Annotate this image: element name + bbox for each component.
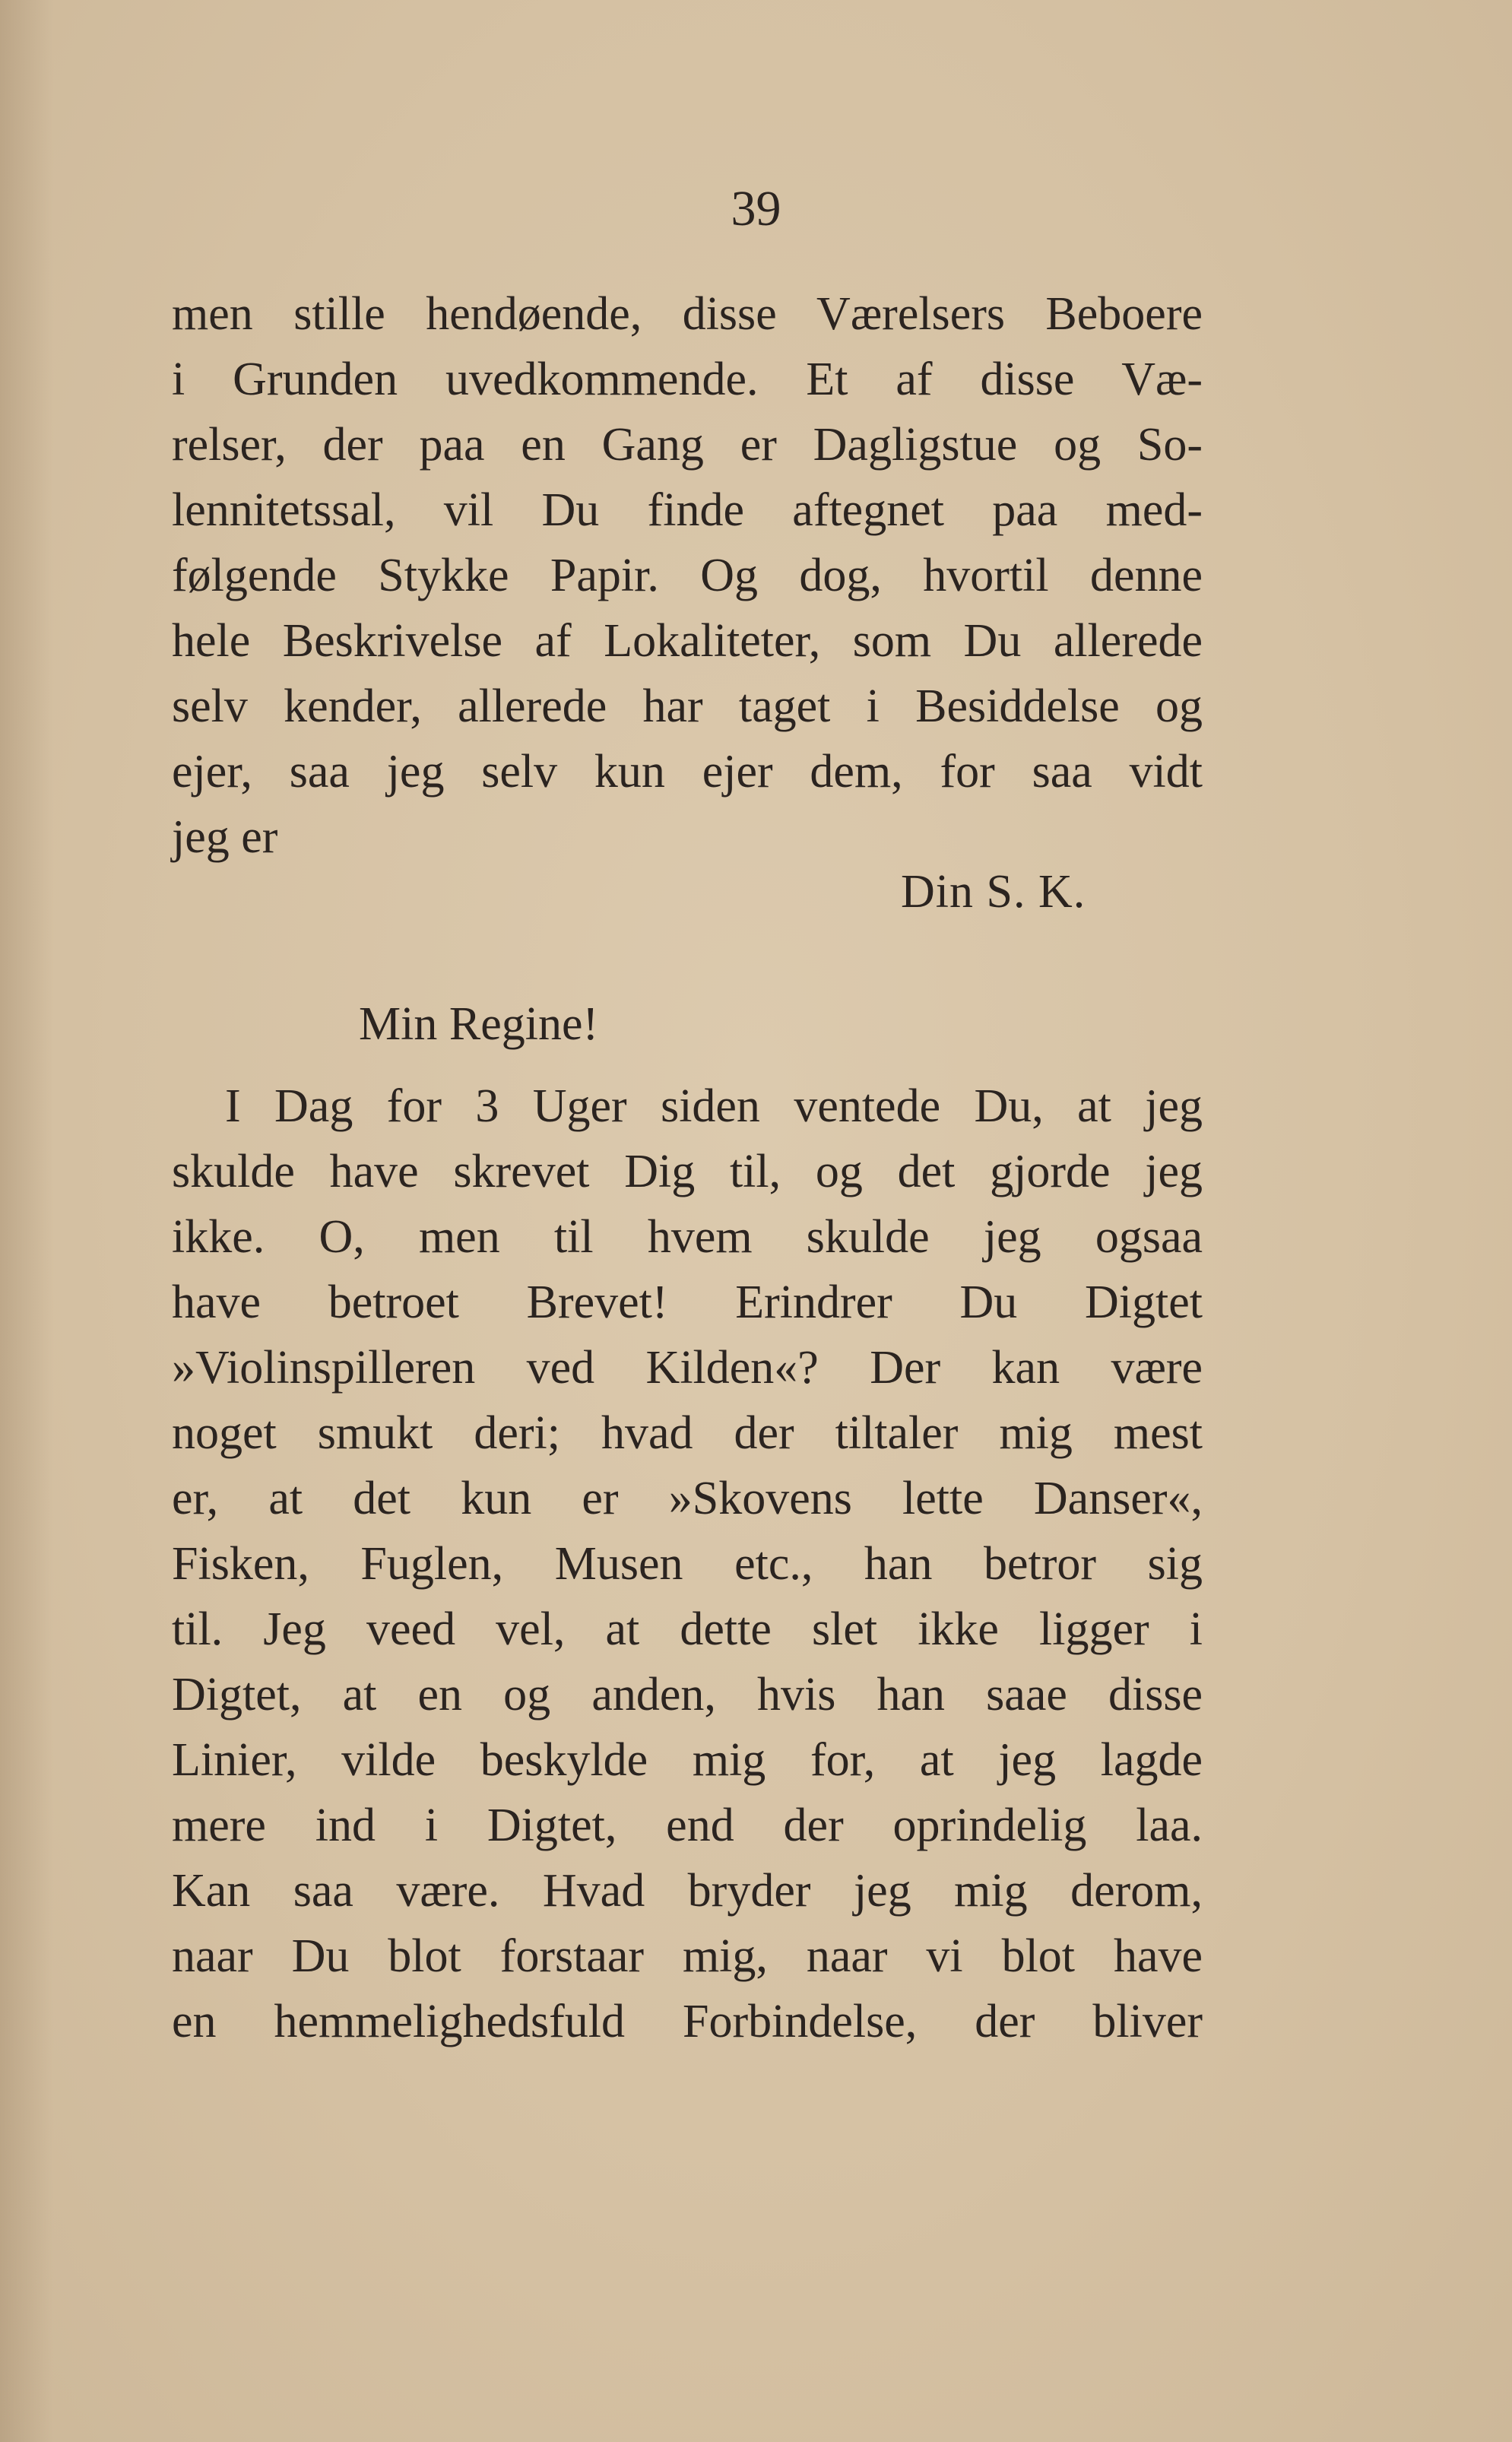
text-line: relser, der paa en Gang er Dagligstue og So- [172,419,1203,471]
text-line: noget smukt deri; hvad der tiltaler mig mest [172,1407,1203,1459]
text-line: lennitetssal, vil Du finde aftegnet paa med- [172,484,1203,536]
page-gutter-shadow [0,0,53,2442]
text-line: følgende Stykke Papir. Og dog, hvortil denne [172,550,1203,601]
page-number: 39 [731,181,781,236]
text-line: en hemmelighedsfuld Forbindelse, der bliver [172,1996,1203,2047]
signature: Din S. K. [901,866,1086,918]
text-line: i Grunden uvedkommende. Et af disse Væ- [172,354,1203,405]
text-line: ejer, saa jeg selv kun ejer dem, for saa vidt [172,746,1203,798]
text-line: mere ind i Digtet, end der oprindelig laa. [172,1800,1203,1851]
text-line: »Violinspilleren ved Kilden«? Der kan være [172,1342,1203,1394]
salutation: Min Regine! [359,998,599,1050]
text-line: naar Du blot forstaar mig, naar vi blot have [172,1930,1203,1982]
text-line: selv kender, allerede har taget i Besiddelse og [172,680,1203,732]
text-line: men stille hendøende, disse Værelsers Beboere [172,288,1203,340]
text-line: er, at det kun er »Skovens lette Danser«, [172,1473,1203,1524]
text-line: Digtet, at en og anden, hvis han saae disse [172,1669,1203,1720]
text-line: have betroet Brevet! Erindrer Du Digtet [172,1276,1203,1328]
text-line: til. Jeg veed vel, at dette slet ikke ligger i [172,1603,1203,1655]
text-line: hele Beskrivelse af Lokaliteter, som Du allerede [172,615,1203,667]
text-line: Kan saa være. Hvad bryder jeg mig derom, [172,1865,1203,1917]
text-line: I Dag for 3 Uger siden ventede Du, at jeg [225,1080,1203,1132]
text-line: jeg er [172,811,278,863]
text-line: Fisken, Fuglen, Musen etc., han betror sig [172,1538,1203,1590]
text-line: skulde have skrevet Dig til, og det gjorde jeg [172,1146,1203,1197]
text-line: ikke. O, men til hvem skulde jeg ogsaa [172,1211,1203,1263]
text-line: Linier, vilde beskylde mig for, at jeg lagde [172,1734,1203,1786]
